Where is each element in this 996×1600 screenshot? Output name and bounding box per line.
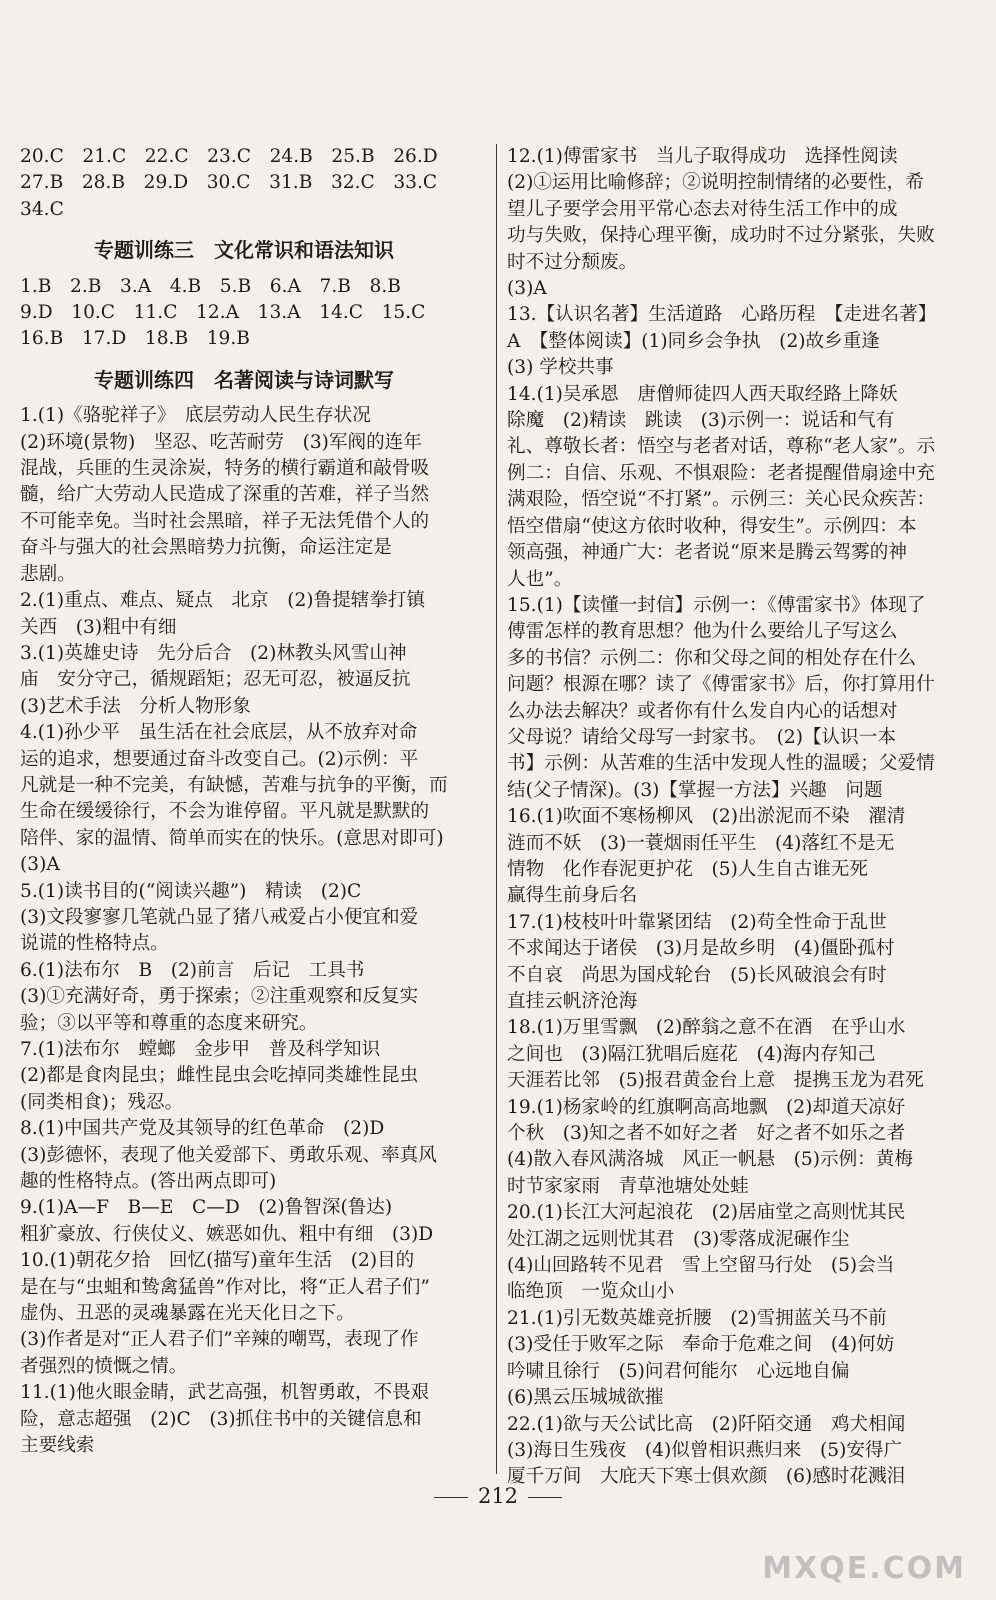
answer-line: 悟空借扇“使这方依时收种，得安生”。示例四：本 <box>507 515 917 537</box>
answer-line: 19.(1)杨家岭的红旗啊高高地飘 (2)却道天凉好 <box>507 1096 906 1118</box>
answer-line: 20.(1)长江大河起浪花 (2)居庙堂之高则忧其民 <box>507 1202 906 1224</box>
answer-line: 34.C <box>20 198 64 220</box>
answer-line: 不自哀 尚思为国戍轮台 (5)长风破浪会有时 <box>507 964 887 986</box>
answer-line: 时不过分颓废。 <box>507 251 638 273</box>
answer-line: 9.(1)A—F B—E C—D (2)鲁智深(鲁达) <box>20 1197 393 1219</box>
answer-line: 问题？根源在哪？读了《傅雷家书》后，你打算用什 <box>507 674 935 696</box>
answer-line: (2)①运用比喻修辞；②说明控制情绪的必要性，希 <box>507 172 924 194</box>
answer-line: 情物 化作春泥更护花 (5)人生自古谁无死 <box>507 858 869 880</box>
answer-line: 18.(1)万里雪飘 (2)醉翁之意不在酒 在乎山水 <box>507 1017 906 1039</box>
answer-line: 12.(1)傅雷家书 当儿子取得成功 选择性阅读 <box>507 146 898 167</box>
answer-line: 8.(1)中国共产党及其领导的红色革命 (2)D <box>20 1118 385 1140</box>
answer-line: 髓，给广大劳动人民造成了深重的苦难，祥子当然 <box>20 484 430 506</box>
answer-line: 书】示例：从苦难的生活中发现人性的温暖；父爱情 <box>507 753 935 775</box>
answer-line: 20.C 21.C 22.C 23.C 24.B 25.B 26.D <box>20 146 438 167</box>
answer-line: 涟而不妖 (3)一蓑烟雨任平生 (4)落红不是无 <box>507 832 895 854</box>
answer-line: 17.(1)枝枝叶叶靠紧团结 (2)苟全性命于乱世 <box>507 911 887 933</box>
answer-line: 悲剧。 <box>20 563 76 585</box>
page-number-dash-left <box>434 1497 468 1498</box>
answer-line: (3)作者是对“正人君子们”辛辣的嘲骂，表现了作 <box>20 1329 419 1351</box>
answer-line: 之间也 (3)隔江犹唱后庭花 (4)海内存知己 <box>507 1043 876 1065</box>
watermark-logo: MXQE.COM <box>762 1551 966 1586</box>
answer-line: 11.(1)他火眼金睛，武艺高强，机智勇敢，不畏艰 <box>20 1382 430 1404</box>
answer-line: 1.(1)《骆驼祥子》 底层劳动人民生存状况 <box>20 405 371 427</box>
answer-line: 是在与“虫蛆和鸷禽猛兽”作对比，将“正人君子们” <box>20 1276 430 1298</box>
answer-line: (3)海日生残夜 (4)似曾相识燕归来 (5)安得广 <box>507 1439 903 1461</box>
page-number <box>0 1484 996 1508</box>
answer-line: (3)文段寥寥几笔就凸显了猪八戒爱占小便宜和爱 <box>20 906 419 928</box>
answer-line: 4.(1)孙少平 虽生活在社会底层，从不放弃对命 <box>20 722 418 744</box>
answer-line: 除魔 (2)精读 跳读 (3)示例一：说话和气有 <box>507 410 895 432</box>
answer-line: 直挂云帆济沧海 <box>507 991 638 1012</box>
answer-line: 1.B 2.B 3.A 4.B 5.B 6.A 7.B 8.B <box>20 275 401 297</box>
answer-line: 2.(1)重点、难点、疑点 北京 (2)鲁提辖拳打镇 <box>20 590 426 612</box>
answer-line: 10.(1)朝花夕拾 回忆(描写)童年生活 (2)目的 <box>20 1250 415 1272</box>
answer-line: 16.(1)吹面不寒杨柳风 (2)出淤泥而不染 濯清 <box>507 806 906 828</box>
answer-line: 生命在缓缓徐行，不会为谁停留。平凡就是默默的 <box>20 801 430 823</box>
answer-line: 5.(1)读书目的(“阅读兴趣”) 精读 (2)C <box>20 880 362 902</box>
section-heading: 专题训练三 文化常识和语法知识 <box>94 238 394 263</box>
answer-line: 不求闻达于诸侯 (3)月是故乡明 (4)僵卧孤村 <box>507 938 895 960</box>
answer-line: (3)A <box>507 278 547 300</box>
answer-line: 礼、尊敬长者：悟空与老者对话，尊称“老人家”。示 <box>507 436 936 458</box>
answer-line: 混战，兵匪的生灵涂炭，特务的横行霸道和敲骨吸 <box>20 458 430 480</box>
answer-line: 16.B 17.D 18.B 19.B <box>20 328 250 350</box>
answer-line: 不可能幸免。当时社会黑暗，祥子无法凭借个人的 <box>20 510 430 532</box>
answer-line: 天涯若比邻 (5)报君黄金台上意 提携玉龙为君死 <box>507 1070 924 1092</box>
answer-line: 关西 (3)粗中有细 <box>20 616 177 638</box>
page-number-dash-right <box>528 1497 562 1498</box>
answer-line: 例二：自信、乐观、不惧艰险：老者提醒借扇途中充 <box>507 462 935 484</box>
answer-line: 时节家家雨 青草池塘处处蛙 <box>507 1175 749 1197</box>
answer-line: 说谎的性格特点。 <box>20 933 169 955</box>
answer-line: 吟啸且徐行 (5)问君何能尔 心远地自偏 <box>507 1360 850 1382</box>
section-heading: 专题训练四 名著阅读与诗词默写 <box>94 367 394 392</box>
answer-line: 14.(1)吴承恩 唐僧师徒四人西天取经路上降妖 <box>507 383 898 405</box>
answer-line: 庙 安分守己，循规蹈矩；忍无可忍，被逼反抗 <box>20 669 411 691</box>
answer-line: 凡就是一种不完美，有缺憾，苦难与抗争的平衡，而 <box>20 774 448 796</box>
answer-line: 满艰险，悟空说“不打紧”。示例三：关心民众疾苦： <box>507 489 936 511</box>
answer-line: 13.【认识名著】生活道路 心路历程 【走进名著】 <box>507 304 937 326</box>
answer-line: 7.(1)法布尔 螳螂 金步甲 普及科学知识 <box>20 1039 381 1060</box>
answer-line: 个秋 (3)知之者不如好之者 好之者不如乐之者 <box>507 1123 906 1145</box>
answer-line: 22.(1)欲与天公试比高 (2)阡陌交通 鸡犬相闻 <box>507 1413 906 1435</box>
answer-line: A 【整体阅读】(1)同乡会争执 (2)故乡重逢 <box>507 330 880 352</box>
answer-line: 处江湖之远则忧其君 (3)零落成泥碾作尘 <box>507 1228 850 1250</box>
answer-line: 虚伪、丑恶的灵魂暴露在光天化日之下。 <box>20 1303 355 1325</box>
answer-line: 人也”。 <box>507 568 573 590</box>
left-column <box>20 144 490 1460</box>
answer-line: (2)环境(景物) 坚忍、吃苦耐劳 (3)军阀的连年 <box>20 431 422 453</box>
answer-line: (同类相食)；残忍。 <box>20 1091 184 1113</box>
answer-line: 27.B 28.B 29.D 30.C 31.B 32.C 33.C <box>20 172 438 194</box>
answer-line: 险，意志超强 (2)C (3)抓住书中的关键信息和 <box>20 1408 422 1430</box>
answer-line: (3)艺术手法 分析人物形象 <box>20 695 251 717</box>
answer-line: 3.(1)英雄史诗 先分后合 (2)林教头风雪山神 <box>20 642 407 664</box>
answer-line: 赢得生前身后名 <box>507 885 638 907</box>
answer-line: 主要线索 <box>20 1435 95 1457</box>
column-divider <box>496 144 497 1474</box>
right-column <box>507 144 979 1491</box>
answer-line: 9.D 10.C 11.C 12.A 13.A 14.C 15.C <box>20 302 426 324</box>
answer-line: 6.(1)法布尔 B (2)前言 后记 工具书 <box>20 959 365 981</box>
answer-line: (3) 学校共事 <box>507 357 614 379</box>
answer-line: (4)山回路转不见君 雪上空留马行处 (5)会当 <box>507 1255 895 1277</box>
answer-line: 父母说？请给父母写一封家书。 (2)【认识一本 <box>507 726 896 748</box>
answer-line: 多的书信？示例二：你和父母之间的相处存在什么 <box>507 647 917 669</box>
answer-line: 望儿子要学会用平常心态去对待生活工作中的成 <box>507 198 898 220</box>
answer-line: 功与失败，保持心理平衡，成功时不过分紧张，失败 <box>507 225 935 247</box>
answer-line: 21.(1)引无数英雄竞折腰 (2)雪拥蓝关马不前 <box>507 1307 887 1329</box>
answer-line: (3)彭德怀，表现了他关爱部下、勇敢乐观、率真风 <box>20 1144 437 1166</box>
answer-line: 奋斗与强大的社会黑暗势力抗衡，命运注定是 <box>20 537 392 559</box>
answer-line: 者强烈的愤慨之情。 <box>20 1355 188 1377</box>
answer-line: 15.(1)【读懂一封信】示例一：《傅雷家书》体现了 <box>507 594 926 616</box>
answer-line: (3)A <box>20 854 60 876</box>
answer-line: (6)黑云压城城欲摧 <box>507 1387 664 1409</box>
answer-line: 粗犷豪放、行侠仗义、嫉恶如仇、粗中有细 (3)D <box>20 1223 434 1245</box>
answer-line: 么办法去解决？或者你有什么发自内心的话想对 <box>507 700 898 722</box>
page-number-text: 212 <box>477 1484 519 1508</box>
answer-line: (4)散入春风满洛城 风正一帆悬 (5)示例：黄梅 <box>507 1149 913 1171</box>
answer-line: 运的追求，想要通过奋斗改变自己。(2)示例：平 <box>20 748 419 770</box>
answer-line: 傅雷怎样的教育思想？他为什么要给儿子写这么 <box>507 621 898 643</box>
answer-line: 陪伴、家的温情、简单而实在的快乐。(意思对即可) <box>20 827 444 849</box>
answer-line: 趣的性格特点。(答出两点即可) <box>20 1171 277 1193</box>
answer-line: 厦千万间 大庇天下寒士俱欢颜 (6)感时花溅泪 <box>507 1466 906 1488</box>
answer-line: 临绝顶 一览众山小 <box>507 1281 675 1303</box>
answer-line: 验；③以平等和尊重的态度来研究。 <box>20 1012 318 1034</box>
answer-line: 领高强，神通广大：老者说“原来是腾云驾雾的神 <box>507 542 907 564</box>
answer-line: (3)受任于败军之际 奉命于危难之间 (4)何妨 <box>507 1334 895 1356</box>
answer-line: 结(父子情深)。(3)【掌握一方法】兴趣 问题 <box>507 779 883 801</box>
answer-line: (3)①充满好奇，勇于探索；②注重观察和反复实 <box>20 986 419 1008</box>
answer-line: (2)都是食肉昆虫；雌性昆虫会吃掉同类雄性昆虫 <box>20 1065 419 1087</box>
